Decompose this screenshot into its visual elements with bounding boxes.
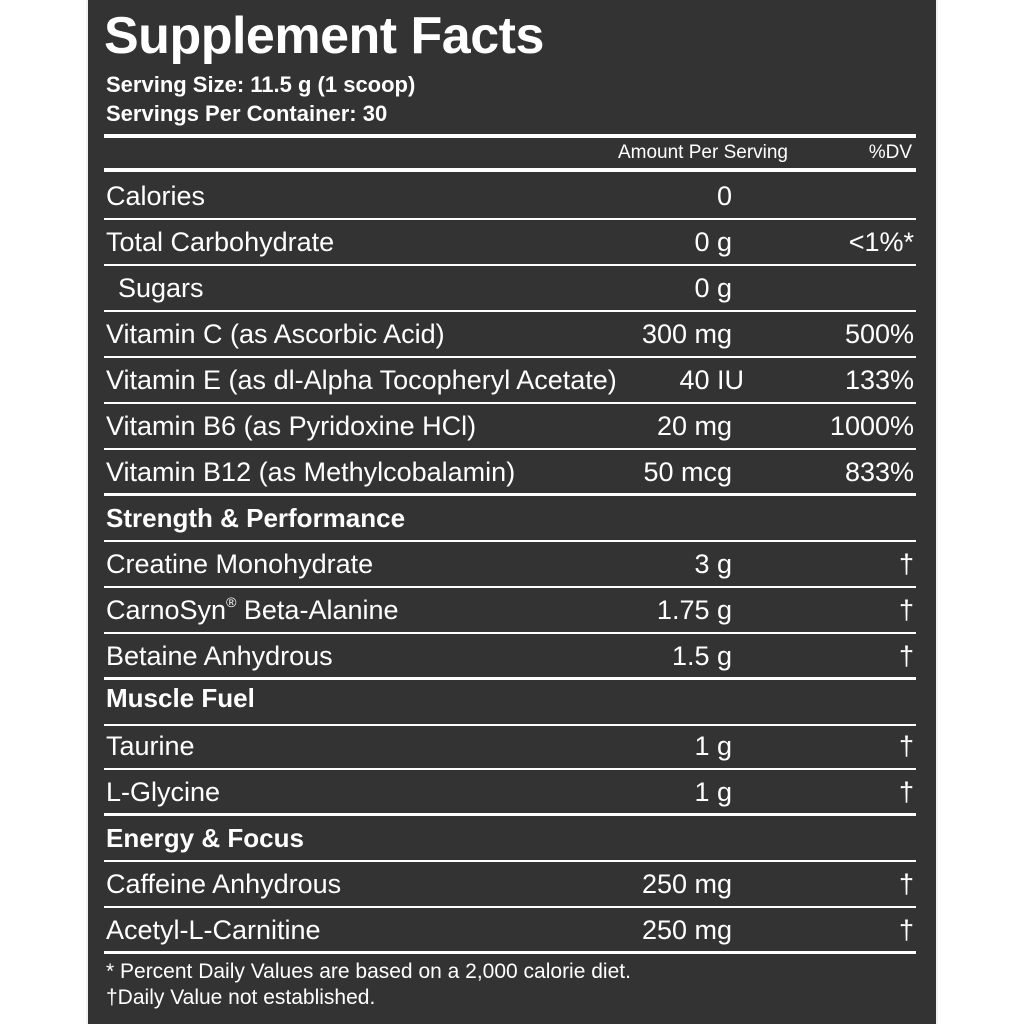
nutrient-row-calories (104, 174, 916, 220)
nutrient-amount: 40 IU (679, 365, 744, 395)
ingredient-row-betaine (104, 634, 916, 680)
section-header-energy-focus (104, 816, 916, 862)
ingredient-dv: † (898, 869, 914, 899)
nutrient-row-sugars (104, 266, 916, 312)
nutrient-row-vitamin-e (104, 358, 916, 404)
nutrient-name: Total Carbohydrate (106, 227, 335, 257)
thick-divider (104, 134, 916, 138)
ingredient-dv: † (898, 595, 914, 625)
amount-per-serving-header: Amount Per Serving (617, 142, 788, 163)
ingredient-row-carnitine (104, 908, 916, 954)
nutrient-row-vitamin-b12 (104, 450, 916, 496)
ingredient-dv: † (898, 641, 914, 671)
ingredient-row-beta-alanine (104, 588, 916, 634)
serving-size: Serving Size: 11.5 g (1 scoop) (106, 72, 416, 97)
ingredient-amount: 250 mg (641, 869, 732, 899)
ingredient-row-caffeine (104, 862, 916, 908)
ingredient-name (106, 588, 399, 632)
nutrient-dv: 833% (844, 457, 914, 487)
nutrient-amount: 300 mg (641, 319, 732, 349)
nutrient-name: Vitamin B6 (as Pyridoxine HCl) (106, 411, 477, 441)
nutrient-name: Vitamin E (as dl-Alpha Tocopheryl Acetate) (106, 365, 617, 395)
nutrient-name: Vitamin B12 (as Methylcobalamin) (106, 457, 516, 487)
ingredient-name: Acetyl-L-Carnitine (106, 915, 321, 945)
header-divider (104, 168, 916, 172)
ingredient-name: Taurine (106, 731, 195, 761)
section-title: Energy & Focus (106, 823, 304, 853)
ingredient-amount: 1.5 g (671, 641, 732, 671)
ingredient-name-rest: Beta-Alanine (236, 595, 399, 625)
section-title: Strength & Performance (106, 503, 406, 533)
ingredient-amount: 3 g (694, 549, 732, 579)
ingredient-dv: † (898, 549, 914, 579)
footnote-not-established: †Daily Value not established. (106, 986, 376, 1009)
section-title: Muscle Fuel (106, 683, 255, 713)
nutrient-amount: 0 g (694, 273, 732, 303)
nutrient-dv: 1000% (829, 411, 914, 441)
section-header-strength (104, 496, 916, 542)
nutrient-dv: 500% (844, 319, 914, 349)
ingredient-dv: † (898, 777, 914, 807)
nutrient-row-vitamin-c (104, 312, 916, 358)
ingredient-name: L-Glycine (106, 777, 221, 807)
ingredient-row-taurine (104, 724, 916, 770)
nutrient-dv: <1%* (848, 227, 914, 257)
ingredient-amount: 250 mg (641, 915, 732, 945)
servings-per-container: Servings Per Container: 30 (106, 101, 388, 126)
nutrient-dv: 133% (844, 365, 914, 395)
dv-header: %DV (868, 142, 912, 163)
ingredient-row-creatine (104, 542, 916, 588)
label-title: Supplement Facts (104, 7, 544, 65)
nutrient-amount: 0 g (694, 227, 732, 257)
brand-name: CarnoSyn (106, 595, 227, 625)
nutrient-name: Sugars (118, 273, 204, 303)
nutrient-row-vitamin-b6 (104, 404, 916, 450)
section-header-muscle-fuel (104, 680, 916, 726)
nutrient-amount: 0 (716, 181, 732, 211)
ingredient-row-glycine (104, 770, 916, 816)
ingredient-amount: 1.75 g (656, 595, 732, 625)
footnote-dv-basis: * Percent Daily Values are based on a 2,000 calorie diet. (106, 960, 631, 983)
nutrient-amount: 20 mg (656, 411, 732, 441)
ingredient-amount: 1 g (694, 777, 732, 807)
ingredient-name: Caffeine Anhydrous (106, 869, 342, 899)
ingredient-dv: † (898, 731, 914, 761)
nutrient-row-carbohydrate (104, 220, 916, 266)
ingredient-name: Creatine Monohydrate (106, 549, 374, 579)
nutrient-name: Vitamin C (as Ascorbic Acid) (106, 319, 445, 349)
ingredient-name: Betaine Anhydrous (106, 641, 333, 671)
supplement-facts-panel (86, 0, 938, 1024)
nutrient-name: Calories (106, 181, 206, 211)
nutrient-amount: 50 mcg (643, 457, 732, 487)
registered-mark: ® (226, 594, 237, 610)
ingredient-amount: 1 g (694, 731, 732, 761)
ingredient-dv: † (898, 915, 914, 945)
section-divider (104, 951, 916, 954)
